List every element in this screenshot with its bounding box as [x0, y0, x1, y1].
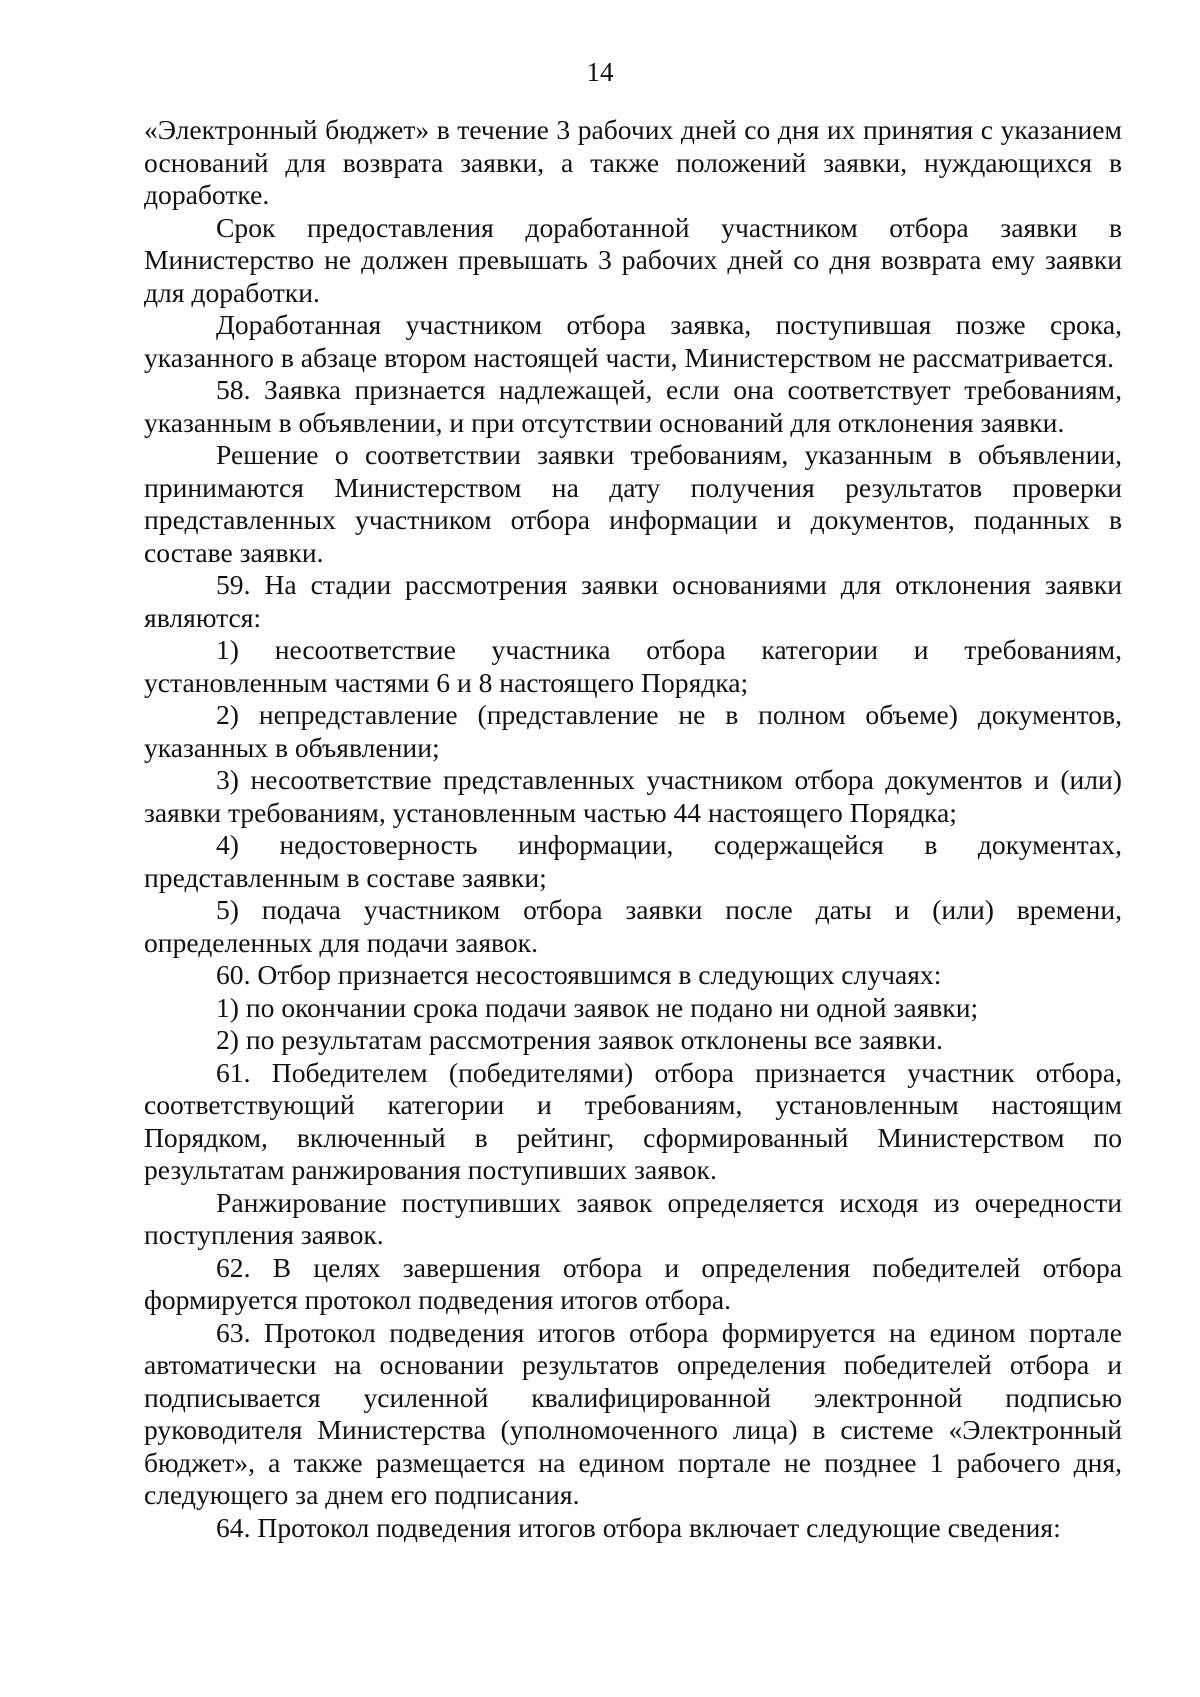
paragraph-clause-60: 60. Отбор признается несостоявшимся в следующих случаях:: [216, 959, 942, 990]
paragraph: Решение о соответствии заявки требованиям, указанным в объявлении, принимаются Министерством на дату получения результатов проверки представленных участником отбора информации и документов, поданных в составе заявки.: [144, 439, 1122, 568]
paragraph-clause-61: 61. Победителем (победителями) отбора признается участник отбора, соответствующий категории и требованиям, установленным настоящим Порядком, включенный в рейтинг, сформированный Министерством по результатам ранжирования поступивших заявок.: [144, 1056, 1122, 1185]
list-item: 1) по окончании срока подачи заявок не подано ни одной заявки;: [216, 991, 979, 1023]
list-item: 2) непредставление (представление не в полном объеме) документов, указанных в объявлении;: [144, 699, 1122, 763]
paragraph-clause-63: 63. Протокол подведения итогов отбора формируется на едином портале автоматически на основании результатов определения победителей отбора и подписывается усиленной квалифицированной электронной подписью руководителя Министерства (уполномоченного лица) в системе «Электронный бюджет», а также размещается на едином портале не позднее 1 рабочего дня, следующего за днем его подписания.: [144, 1316, 1122, 1510]
paragraph-clause-64: 64. Протокол подведения итогов отбора включает следующие сведения:: [216, 1511, 1061, 1543]
page-number: 14: [586, 57, 614, 87]
paragraph-clause-59: 59. На стадии рассмотрения заявки основаниями для отклонения заявки являются:: [144, 569, 1122, 633]
paragraph-clause-58: 58. Заявка признается надлежащей, если она соответствует требованиям, указанным в объявлении, и при отсутствии оснований для отклонения заявки.: [144, 374, 1122, 438]
list-item: 1) несоответствие участника отбора категории и требованиям, установленным частями 6 и 8 настоящего Порядка;: [144, 634, 1122, 698]
paragraph-clause-62: 62. В целях завершения отбора и определения победителей отбора формируется протокол подведения итогов отбора.: [144, 1251, 1122, 1315]
list-item: 4) недостоверность информации, содержащейся в документах, представленным в составе заявки;: [144, 829, 1122, 893]
paragraph: Доработанная участником отбора заявка, поступившая позже срока, указанного в абзаце втором настоящей части, Министерством не рассматривается.: [144, 309, 1122, 373]
paragraph-continuation: «Электронный бюджет» в течение 3 рабочих дней со дня их принятия с указанием оснований для возврата заявки, а также положений заявки, нуждающихся в доработке.: [144, 114, 1122, 210]
paragraph: Ранжирование поступивших заявок определяется исходя из очередности поступления заявок.: [144, 1186, 1122, 1250]
list-item: 5) подача участником отбора заявки после даты и (или) времени, определенных для подачи заявок.: [144, 894, 1122, 958]
document-body: [144, 114, 1122, 1544]
list-item: 2) по результатам рассмотрения заявок отклонены все заявки.: [216, 1024, 943, 1055]
list-item: 3) несоответствие представленных участником отбора документов и (или) заявки требованиям, установленным частью 44 настоящего Порядка;: [144, 764, 1122, 828]
paragraph: Срок предоставления доработанной участником отбора заявки в Министерство не должен превышать 3 рабочих дней со дня возврата ему заявки для доработки.: [144, 211, 1122, 308]
